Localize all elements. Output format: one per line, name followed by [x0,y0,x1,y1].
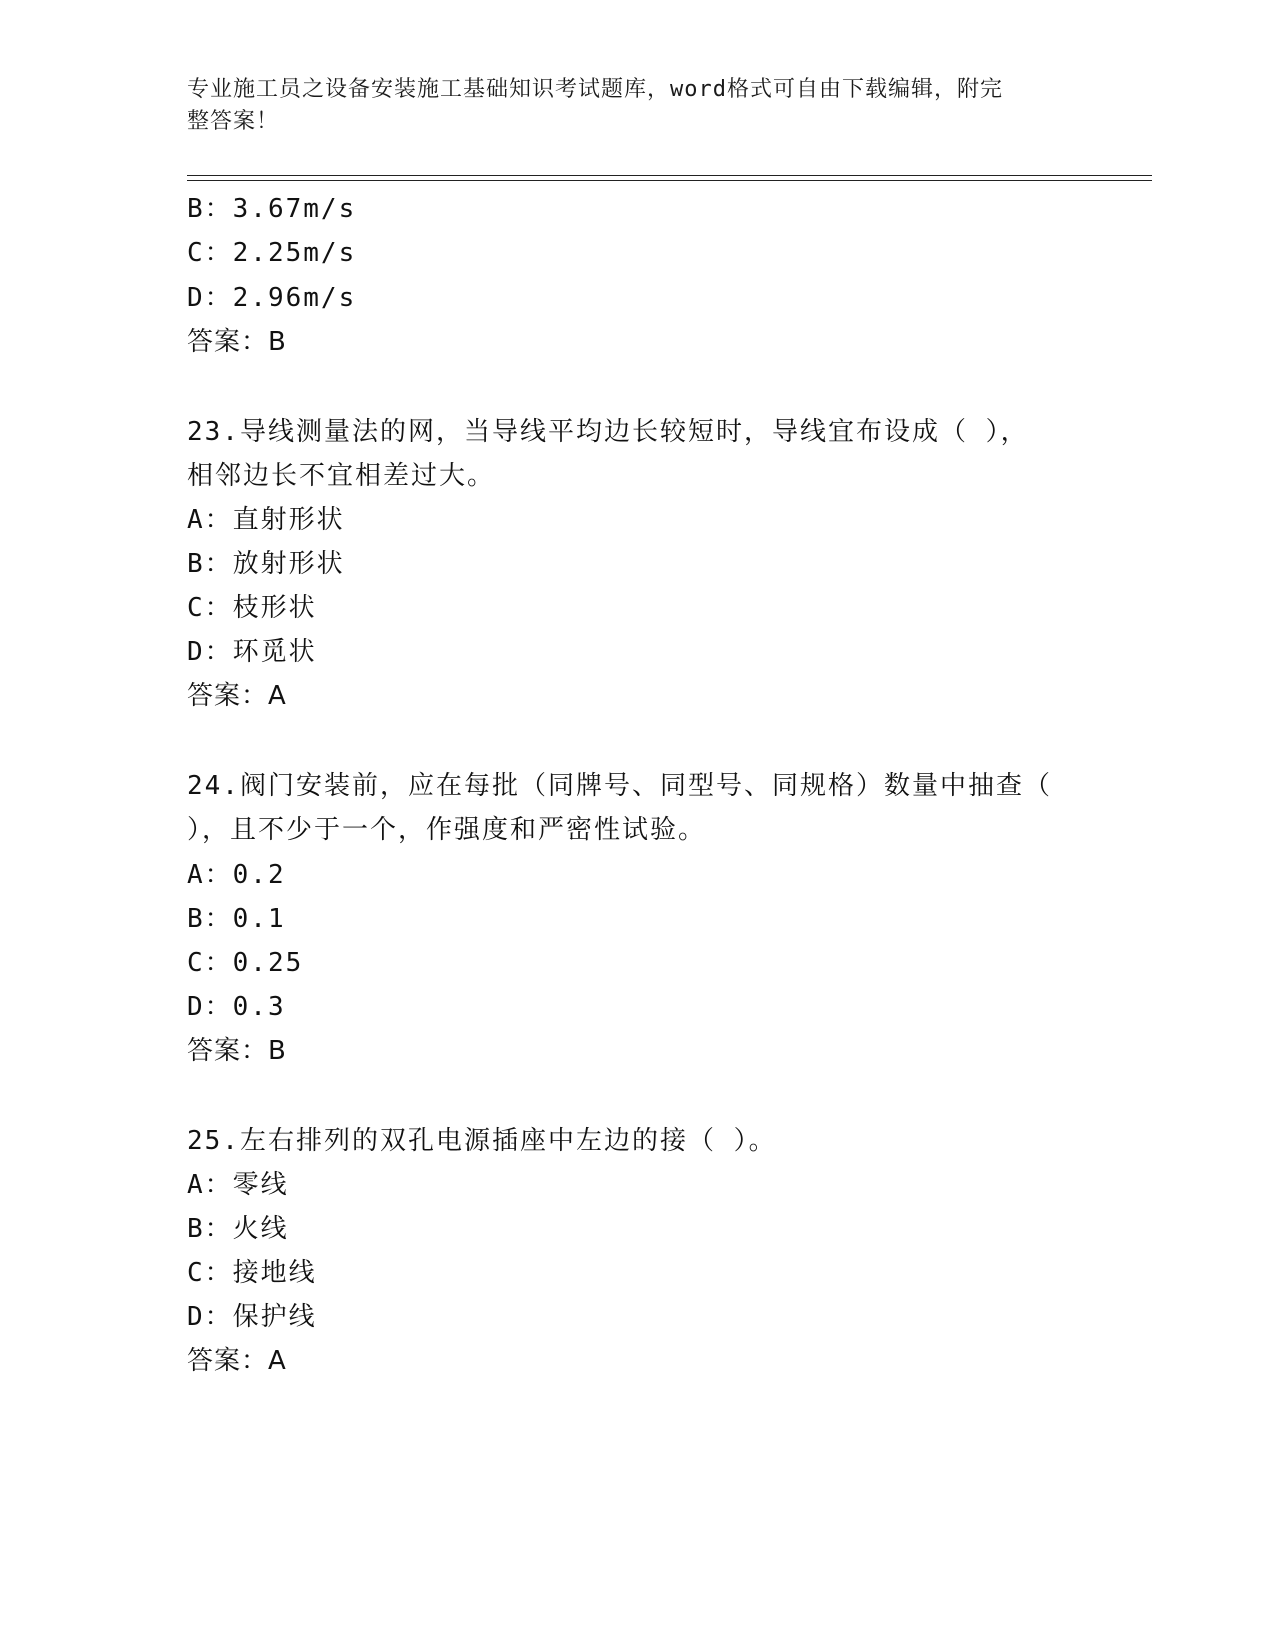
question-stem: 24.阀门安装前，应在每批（同牌号、同型号、同规格）数量中抽查（ [187,771,1052,801]
option-b: B：放射形状 [187,549,345,579]
option-d: D：0.3 [187,992,286,1022]
option-b: B：0.1 [187,904,286,934]
option-b: B：3.67m/s [187,194,357,224]
option-d: D：环觅状 [187,637,317,667]
header-line-1: 专业施工员之设备安装施工基础知识考试题库，word格式可自由下载编辑，附完 [187,77,1003,102]
answer-line: 答案：B [187,1036,287,1066]
question-stem: 相邻边长不宜相差过大。 [187,461,496,491]
document-header [187,74,1067,138]
option-a: A：0.2 [187,860,286,890]
option-b: B：火线 [187,1214,289,1244]
option-c: C：接地线 [187,1258,317,1288]
answer-line: 答案：A [187,1346,287,1376]
option-d: D：2.96m/s [187,283,357,313]
question-stem: ），且不少于一个，作强度和严密性试验。 [187,815,707,845]
question-stem: 25.左右排列的双孔电源插座中左边的接（ ）。 [187,1126,777,1156]
option-c: C：0.25 [187,948,304,978]
header-divider-bottom [187,180,1152,181]
option-c: C：枝形状 [187,593,317,623]
option-d: D：保护线 [187,1302,317,1332]
header-line-2: 整答案！ [187,109,280,134]
option-c: C：2.25m/s [187,238,357,268]
header-divider-top [187,175,1152,176]
question-stem: 23.导线测量法的网，当导线平均边长较短时，导线宜布设成（ ）， [187,417,1029,447]
answer-line: 答案：A [187,681,287,711]
option-a: A：零线 [187,1170,289,1200]
answer-line: 答案：B [187,327,287,357]
option-a: A：直射形状 [187,505,345,535]
